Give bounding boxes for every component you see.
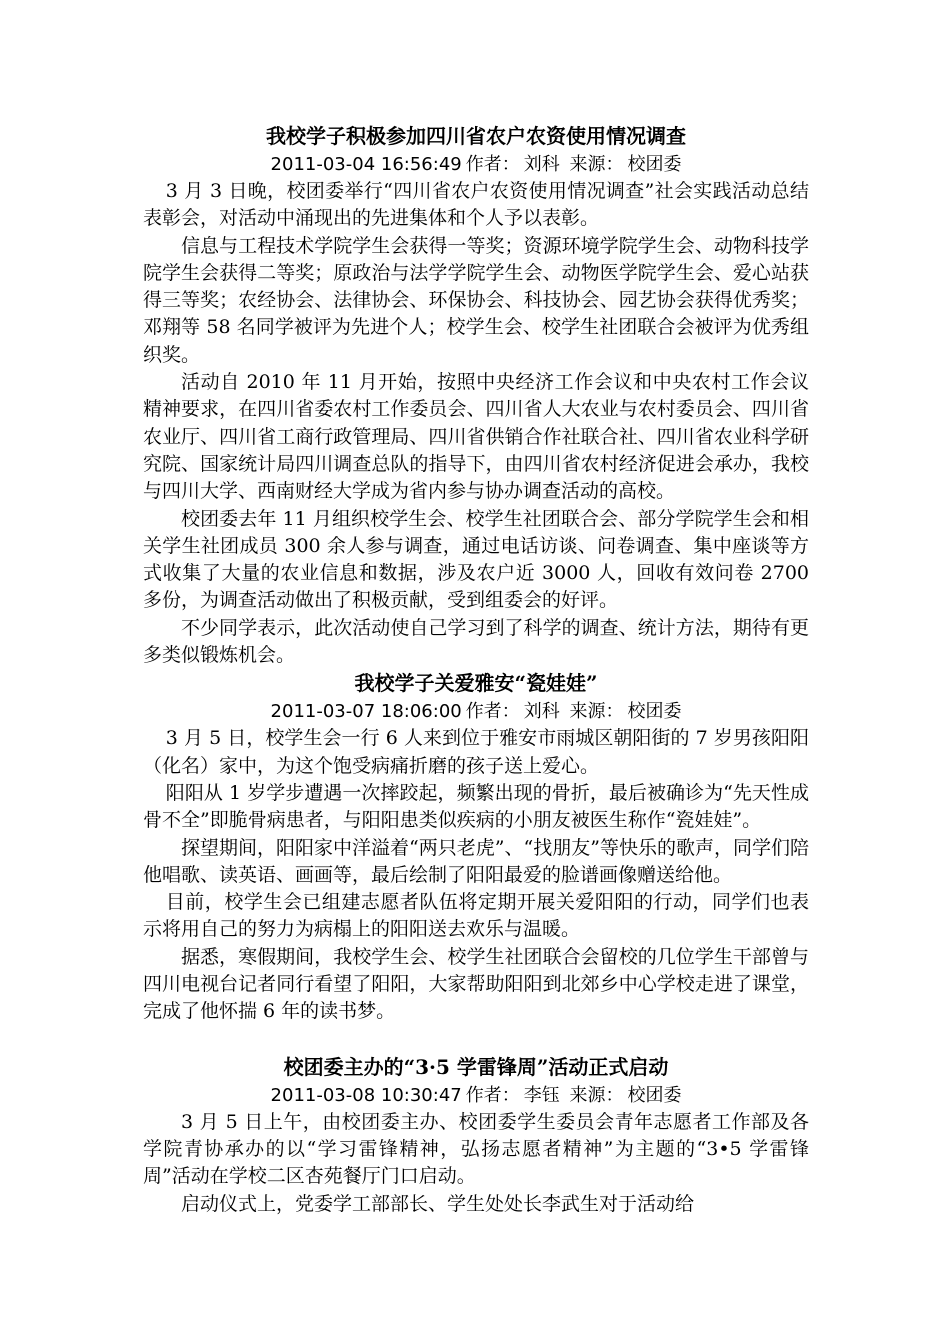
article-source: 校团委 [627,154,682,175]
article-source: 校团委 [627,701,682,723]
article-paragraph: 信息与工程技术学院学生会获得一等奖；资源环境学院学生会、动物科技学院学生会获得二等奖；原政治与法学学院学生会、动物医学院学生会、爱心站获得三等奖；农经协会、法律协会、环保协会、科技协会、园艺协会获得优秀奖；邓翔等 58 名同学被评为先进个人；校学生会、校学生社团联合会被评为优秀组织奖。 [143,234,809,366]
article-author: 李钰 [523,1084,560,1106]
article-meta [143,698,809,725]
article-datetime: 2011-03-08 10:30:47 [270,1084,462,1106]
article-author: 刘科 [523,154,560,175]
author-label: 作者： [465,154,520,175]
article-2 [143,669,809,1025]
article-title: 我校学子积极参加四川省农户农资使用情况调查 [266,124,686,148]
article-datetime: 2011-03-07 18:06:00 [270,701,462,723]
article-paragraph: 3 月 5 日，校学生会一行 6 人来到位于雅安市雨城区朝阳街的 7 岁男孩阳阳（化名）家中，为这个饱受病痛折磨的孩子送上爱心。 [143,727,809,777]
article-1 [143,122,809,669]
article-meta [143,151,809,178]
article-spacer [143,1026,809,1053]
article-author: 刘科 [523,701,560,723]
article-paragraph: 3 月 5 日上午，由校团委主办、校团委学生委员会青年志愿者工作部及各学院青协承办的以“学习雷锋精神，弘扬志愿者精神”为主题的“3•5 学雷锋周”活动在学校二区杏苑餐厅门口启动。 [143,1110,809,1188]
article-paragraph: 校团委去年 11 月组织校学生会、校学生社团联合会、部分学院学生会和相关学生社团成员 300 余人参与调查，通过电话访谈、问卷调查、集中座谈等方式收集了大量的农业信息和数据，涉及农户近 3000 人，回收有效问卷 2700 多份，为调查活动做出了积极贡献，受到组委会的好评。 [143,507,809,612]
article-paragraph: 活动自 2010 年 11 月开始，按照中央经济工作会议和中央农村工作会议精神要求，在四川省委农村工作委员会、四川省人大农业与农村委员会、四川省农业厅、四川省工商行政管理局、四川省供销合作社联合社、四川省农业科学研究院、国家统计局四川调查总队的指导下，由四川省农村经济促进会承办，我校与四川大学、西南财经大学成为省内参与协办调查活动的高校。 [143,371,809,503]
article-paragraph: 启动仪式上，党委学工部部长、学生处处长李武生对于活动给 [181,1192,695,1215]
article-paragraph: 据悉，寒假期间，我校学生会、校学生社团联合会留校的几位学生干部曾与四川电视台记者同行看望了阳阳，大家帮助阳阳到北郊乡中心学校走进了课堂，完成了他怀揣 6 年的读书梦。 [143,945,809,1023]
article-paragraph: 目前，校学生会已组建志愿者队伍将定期开展关爱阳阳的行动，同学们也表示将用自己的努力为病榻上的阳阳送去欢乐与温暖。 [143,891,809,941]
author-label: 作者： [465,1084,520,1106]
author-label: 作者： [465,701,520,723]
source-label: 来源： [569,1084,624,1106]
article-paragraph: 阳阳从 1 岁学步遭遇一次摔跤起，频繁出现的骨折，最后被确诊为“先天性成骨不全”即脆骨病患者，与阳阳患类似疾病的小朋友被医生称作“瓷娃娃”。 [143,781,809,832]
source-label: 来源： [569,154,624,175]
article-title: 我校学子关爱雅安“瓷娃娃” [354,671,598,696]
article-paragraph: 探望期间，阳阳家中洋溢着“两只老虎”、“找朋友”等快乐的歌声，同学们陪他唱歌、读英语、画画等，最后绘制了阳阳最爱的脸谱画像赠送给他。 [143,836,809,886]
article-datetime: 2011-03-04 16:56:49 [270,154,462,175]
document-page [143,122,809,1218]
article-meta [143,1082,809,1109]
article-3 [143,1053,809,1218]
source-label: 来源： [569,701,624,723]
article-paragraph: 3 月 3 日晚，校团委举行“四川省农户农资使用情况调查”社会实践活动总结表彰会，对活动中涌现出的先进集体和个人予以表彰。 [143,180,809,230]
article-source: 校团委 [627,1084,682,1106]
article-title: 校团委主办的“3·5 学雷锋周”活动正式启动 [283,1054,669,1079]
article-paragraph: 不少同学表示，此次活动使自己学习到了科学的调查、统计方法，期待有更多类似锻炼机会。 [143,616,809,667]
